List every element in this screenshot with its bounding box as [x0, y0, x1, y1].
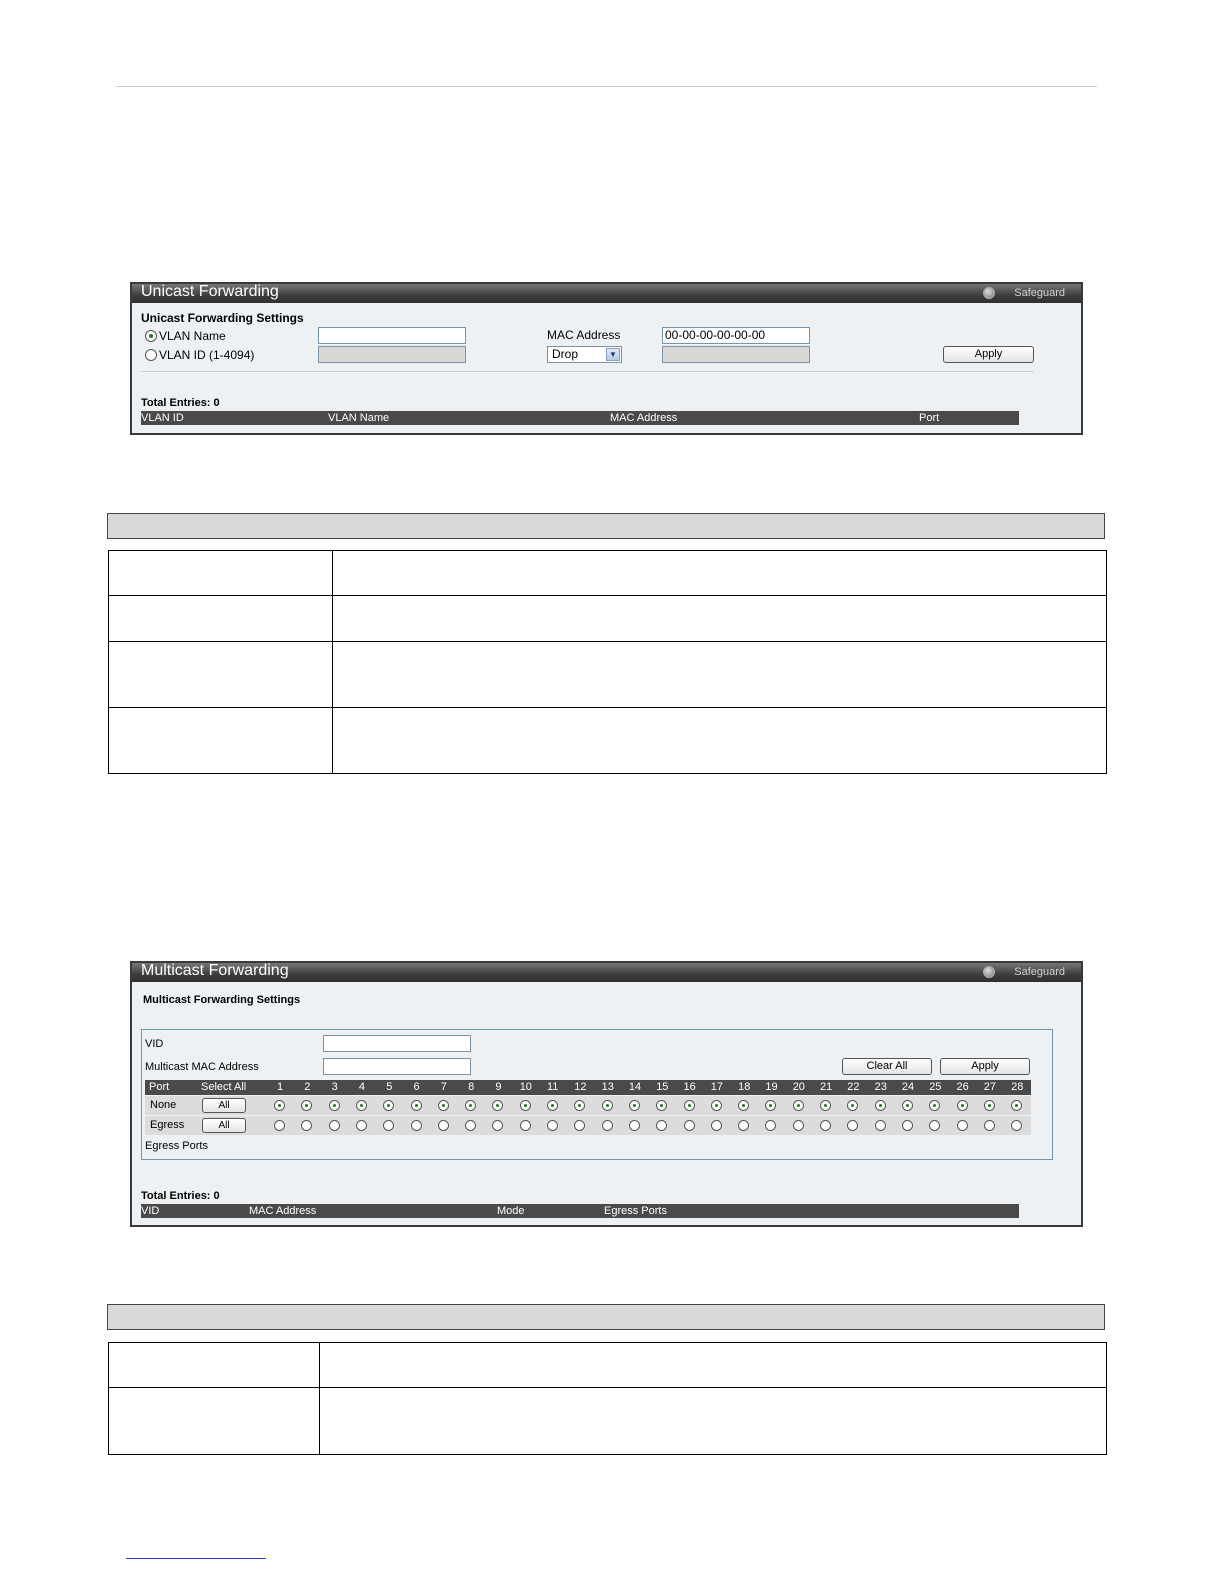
multicast-title: Multicast Forwarding [141, 962, 289, 979]
vlan-id-input[interactable] [318, 346, 466, 363]
clear-all-button[interactable]: Clear All [842, 1058, 932, 1075]
unicast-divider [141, 371, 1034, 372]
port-number-11: 11 [547, 1081, 559, 1093]
egress-radio-port-14[interactable] [629, 1120, 640, 1131]
multicast-desc-header [107, 1304, 1105, 1330]
vid-label: VID [145, 1038, 164, 1050]
port-number-23: 23 [874, 1081, 887, 1093]
port-number-15: 15 [656, 1081, 669, 1093]
egress-radio-port-8[interactable] [465, 1120, 476, 1131]
egress-radio-port-18[interactable] [738, 1120, 749, 1131]
multicast-forwarding-panel [130, 961, 1083, 1227]
egress-radio-port-20[interactable] [793, 1120, 804, 1131]
port-number-1: 1 [277, 1081, 284, 1093]
mac-address-label: MAC Address [547, 328, 621, 342]
port-number-20: 20 [792, 1081, 805, 1093]
port-number-25: 25 [929, 1081, 942, 1093]
vlan-name-radio[interactable] [145, 330, 157, 342]
none-radio-port-28[interactable] [1011, 1100, 1022, 1111]
egress-radio-port-2[interactable] [301, 1120, 312, 1131]
unicast-settings-label: Unicast Forwarding Settings [141, 311, 304, 325]
multicast-settings-fieldset [141, 1029, 1053, 1160]
port-number-17: 17 [710, 1081, 724, 1093]
unicast-titlebar [132, 284, 1081, 303]
multicast-titlebar [132, 963, 1081, 982]
port-number-7: 7 [440, 1081, 447, 1093]
port-number-21: 21 [820, 1081, 833, 1093]
unicast-total-entries: Total Entries: 0 [141, 397, 220, 409]
table-row [109, 551, 1107, 596]
none-radio-port-9[interactable] [492, 1100, 503, 1111]
unicast-title: Unicast Forwarding [141, 283, 279, 300]
none-row [145, 1096, 1031, 1115]
unicast-forwarding-panel [130, 282, 1083, 435]
multicast-apply-button[interactable]: Apply [940, 1058, 1030, 1075]
vlan-name-label: VLAN Name [159, 329, 226, 343]
table-row [109, 596, 1107, 642]
none-radio-port-22[interactable] [847, 1100, 858, 1111]
table-row [109, 1388, 1107, 1455]
egress-radio-port-4[interactable] [356, 1120, 367, 1131]
port-number-28: 28 [1011, 1081, 1024, 1093]
vlan-id-radio[interactable] [145, 349, 157, 361]
none-radio-port-5[interactable] [383, 1100, 394, 1111]
vid-input[interactable] [323, 1035, 471, 1052]
port-number-24: 24 [901, 1081, 915, 1093]
safeguard-icon [983, 966, 995, 978]
none-radio-port-16[interactable] [684, 1100, 695, 1111]
port-number-14: 14 [628, 1081, 642, 1093]
egress-radio-port-21[interactable] [820, 1120, 831, 1131]
egress-radio-port-26[interactable] [957, 1120, 968, 1131]
egress-radio-port-25[interactable] [929, 1120, 940, 1131]
port-number-5: 5 [386, 1081, 393, 1093]
port-number-8: 8 [468, 1081, 475, 1093]
none-radio-port-18[interactable] [738, 1100, 749, 1111]
table-row [109, 1343, 1107, 1388]
col-port: Port [919, 412, 940, 424]
none-radio-port-27[interactable] [984, 1100, 995, 1111]
multicast-desc-table [108, 1342, 1107, 1455]
col-mac-address: MAC Address [249, 1205, 317, 1217]
none-radio-port-6[interactable] [411, 1100, 422, 1111]
port-number-22: 22 [847, 1081, 860, 1093]
none-radio-port-19[interactable] [765, 1100, 776, 1111]
port-number-4: 4 [358, 1081, 366, 1093]
col-mac-address: MAC Address [610, 412, 678, 424]
none-radio-port-13[interactable] [602, 1100, 613, 1111]
none-radio-port-20[interactable] [793, 1100, 804, 1111]
select-all-header: Select All [201, 1081, 247, 1093]
multicast-mac-label: Multicast MAC Address [145, 1061, 259, 1073]
none-radio-port-17[interactable] [711, 1100, 722, 1111]
none-radio-port-8[interactable] [465, 1100, 476, 1111]
port-number-27: 27 [983, 1081, 997, 1093]
none-radio-port-14[interactable] [629, 1100, 640, 1111]
none-label: None [150, 1099, 177, 1111]
vlan-id-label: VLAN ID (1-4094) [159, 348, 255, 362]
none-radio-port-7[interactable] [438, 1100, 449, 1111]
egress-radio-port-28[interactable] [1011, 1120, 1022, 1131]
egress-all-button[interactable]: All [202, 1118, 246, 1133]
unicast-apply-button[interactable]: Apply [943, 346, 1034, 363]
port-number-26: 26 [956, 1081, 969, 1093]
vlan-name-input[interactable] [318, 327, 466, 344]
egress-radio-port-9[interactable] [492, 1120, 503, 1131]
col-vlan-id: VLAN ID [141, 412, 184, 424]
multicast-table-header [141, 1204, 1019, 1218]
safeguard-icon [983, 287, 995, 299]
egress-radio-port-12[interactable] [574, 1120, 585, 1131]
none-radio-port-4[interactable] [356, 1100, 367, 1111]
none-radio-port-12[interactable] [574, 1100, 585, 1111]
mac-address-input[interactable]: 00-00-00-00-00-00 [662, 327, 810, 344]
port-header-label: Port [149, 1081, 170, 1093]
none-radio-port-25[interactable] [929, 1100, 940, 1111]
port-number-13: 13 [601, 1081, 614, 1093]
unicast-table-header [141, 411, 1019, 425]
none-radio-port-23[interactable] [875, 1100, 886, 1111]
multicast-settings-label: Multicast Forwarding Settings [143, 994, 301, 1006]
header-rule [116, 86, 1097, 87]
table-row [109, 708, 1107, 774]
egress-radio-port-19[interactable] [765, 1120, 776, 1131]
port-header-row [145, 1080, 1031, 1095]
port-number-12: 12 [574, 1081, 587, 1093]
none-radio-port-24[interactable] [902, 1100, 913, 1111]
none-radio-port-26[interactable] [957, 1100, 968, 1111]
port-number-6: 6 [413, 1081, 420, 1093]
port-number-9: 9 [495, 1081, 502, 1093]
egress-ports-label: Egress Ports [145, 1140, 208, 1152]
egress-radio-port-5[interactable] [383, 1120, 394, 1131]
egress-radio-port-22[interactable] [847, 1120, 858, 1131]
egress-radio-port-10[interactable] [520, 1120, 531, 1131]
unicast-desc-table [108, 550, 1107, 774]
port-input[interactable] [662, 346, 810, 363]
none-radio-port-11[interactable] [547, 1100, 558, 1111]
egress-radio-port-27[interactable] [984, 1120, 995, 1131]
egress-radio-port-11[interactable] [547, 1120, 558, 1131]
multicast-mac-input[interactable] [323, 1058, 471, 1075]
action-select-value: Drop [552, 347, 579, 361]
egress-radio-port-7[interactable] [438, 1120, 449, 1131]
safeguard-label: Safeguard [1014, 966, 1065, 978]
col-egress-ports: Egress Ports [604, 1205, 667, 1217]
none-radio-port-2[interactable] [301, 1100, 312, 1111]
port-number-19: 19 [765, 1081, 778, 1093]
none-all-button[interactable]: All [202, 1098, 246, 1113]
egress-label: Egress [150, 1119, 185, 1131]
egress-radio-port-6[interactable] [411, 1120, 422, 1131]
col-mode: Mode [497, 1205, 525, 1217]
port-number-2: 2 [304, 1081, 311, 1093]
none-radio-port-1[interactable] [274, 1100, 285, 1111]
footer-link-underline [126, 1558, 266, 1559]
egress-radio-port-3[interactable] [329, 1120, 340, 1131]
col-vlan-name: VLAN Name [328, 412, 390, 424]
port-number-18: 18 [738, 1081, 751, 1093]
none-radio-port-10[interactable] [520, 1100, 531, 1111]
egress-radio-port-15[interactable] [656, 1120, 667, 1131]
port-number-3: 3 [331, 1081, 338, 1093]
egress-radio-port-23[interactable] [875, 1120, 886, 1131]
chevron-down-icon[interactable]: ▼ [606, 348, 620, 361]
egress-radio-port-17[interactable] [711, 1120, 722, 1131]
unicast-desc-header [107, 513, 1105, 539]
action-select[interactable] [547, 346, 622, 363]
none-radio-port-21[interactable] [820, 1100, 831, 1111]
egress-radio-port-24[interactable] [902, 1120, 913, 1131]
table-row [109, 642, 1107, 708]
egress-radio-port-1[interactable] [274, 1120, 285, 1131]
none-radio-port-3[interactable] [329, 1100, 340, 1111]
egress-radio-port-13[interactable] [602, 1120, 613, 1131]
port-number-10: 10 [519, 1081, 532, 1093]
port-number-16: 16 [683, 1081, 696, 1093]
safeguard-label: Safeguard [1014, 287, 1065, 299]
egress-row [145, 1116, 1031, 1135]
col-vid: VID [141, 1205, 160, 1217]
egress-radio-port-16[interactable] [684, 1120, 695, 1131]
none-radio-port-15[interactable] [656, 1100, 667, 1111]
multicast-total-entries: Total Entries: 0 [141, 1190, 220, 1202]
